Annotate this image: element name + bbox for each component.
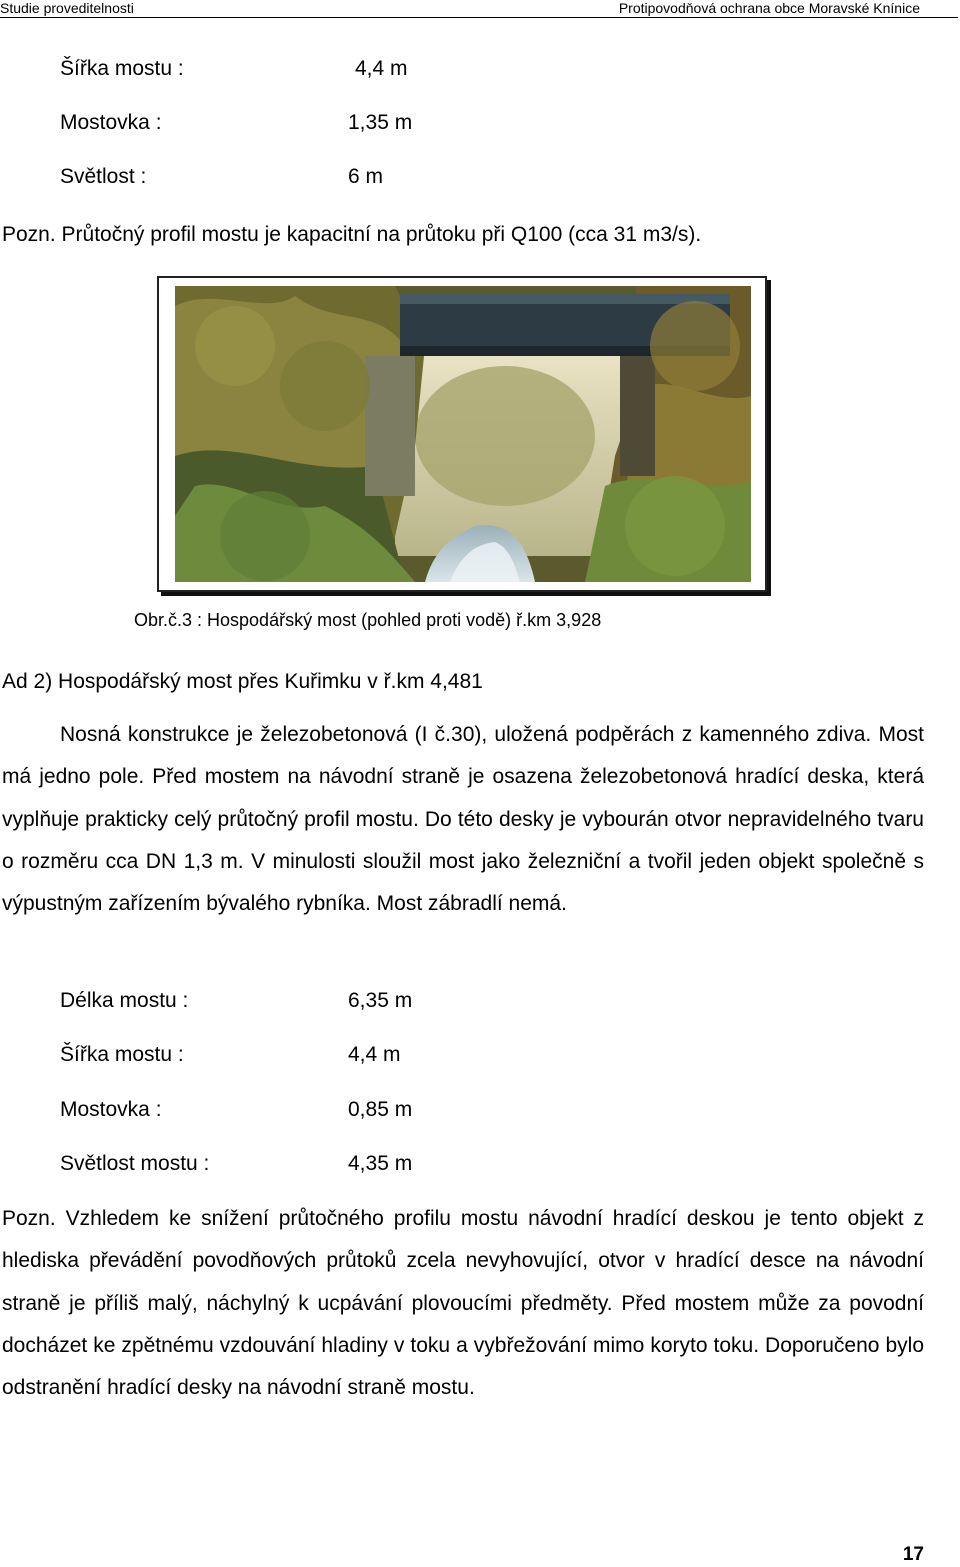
bridge-photo — [157, 276, 767, 592]
param-value: 0,85 m — [348, 1098, 413, 1121]
figure-caption: Obr.č.3 : Hospodářský most (pohled proti vodě) ř.km 3,928 — [134, 610, 602, 630]
param-row-bridge2-clearance — [0, 1149, 960, 1179]
bridge2-note: Pozn. Vzhledem ke snížení průtočného profilu mostu návodní hradící deskou je tento objekt z hlediska převádění povodňových průtoků zcela nevyhovující, otvor v hradící desce na návodní straně je příliš malý, náchylný k ucpávání plovoucími předměty. Před mostem může za povodní docházet ke zpětnému vzdouvání hladiny v toku a vybřežování mimo koryto toku. Doporučeno bylo odstranění hradící desky na návodní straně mostu. — [2, 1207, 924, 1400]
param-row-bridge1-width — [0, 54, 960, 84]
param-value: 4,35 m — [348, 1152, 413, 1175]
param-label: Šířka mostu : — [60, 1043, 184, 1066]
param-row-bridge1-clearance — [0, 162, 960, 192]
bridge1-note: Pozn. Průtočný profil mostu je kapacitní na průtoku při Q100 (cca 31 m3/s). — [2, 223, 702, 246]
param-value: 6 m — [348, 165, 384, 188]
header-project-title: Protipovodňová ochrana obce Moravské Knínice — [618, 0, 920, 16]
header-document-title: Studie proveditelnosti — [0, 0, 134, 16]
bridge2-description-text: Nosná konstrukce je železobetonová (I č.30), uložená podpěrách z kamenného zdiva. Most má jedno pole. Před mostem na návodní straně je osazena železobetonová hradící deska, která vyplňuje prakticky celý průtočný profil mostu. Do této desky je vybourán otvor nepravidelného tvaru o rozměru cca DN 1,3 m. V minulosti sloužil most jako železniční a tvořil jeden objekt společně s výpustným zařízením bývalého rybníka. Most zábradlí nemá. — [2, 723, 924, 916]
param-value: 1,35 m — [348, 111, 413, 134]
param-row-bridge1-deck — [0, 108, 960, 138]
param-value: 4,4 m — [348, 1043, 401, 1066]
page-number: 17 — [902, 1544, 924, 1565]
param-value: 6,35 m — [348, 989, 413, 1012]
param-label: Mostovka : — [60, 111, 162, 134]
param-label: Světlost mostu : — [60, 1152, 210, 1175]
param-row-bridge2-width — [0, 1040, 960, 1070]
param-row-bridge2-length — [0, 986, 960, 1016]
bridge-photo-illustration — [175, 286, 751, 582]
param-value: 4,4 m — [355, 57, 408, 80]
page-header — [0, 0, 958, 18]
param-label: Mostovka : — [60, 1098, 162, 1121]
bridge2-description — [2, 714, 924, 925]
param-row-bridge2-deck — [0, 1095, 960, 1125]
param-label: Šířka mostu : — [60, 57, 184, 80]
param-label: Světlost : — [60, 165, 147, 188]
bridge2-heading: Ad 2) Hospodářský most přes Kuřimku v ř.km 4,481 — [2, 670, 483, 693]
param-label: Délka mostu : — [60, 989, 189, 1012]
